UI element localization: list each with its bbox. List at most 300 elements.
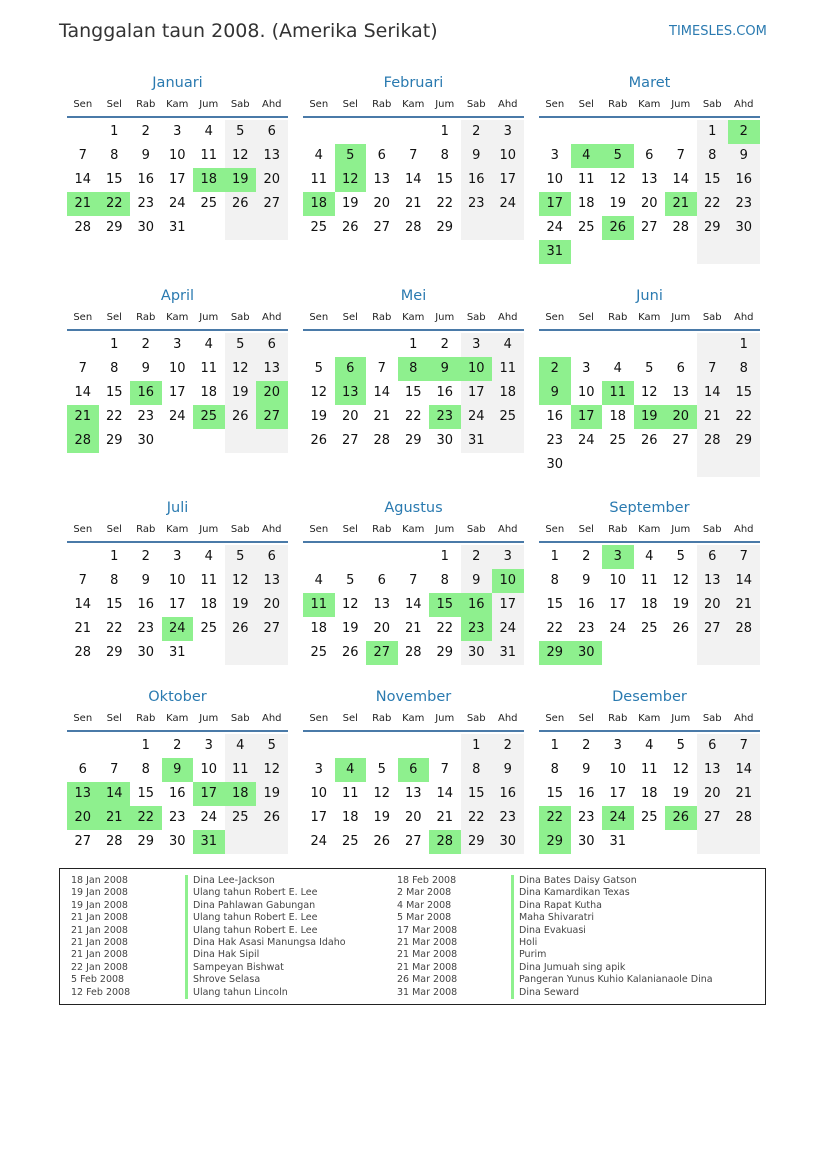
day-cell[interactable]: 25 — [341, 834, 359, 849]
day-cell[interactable]: 18 — [310, 621, 328, 636]
day-cell[interactable]: 30 — [168, 834, 186, 849]
day-cell[interactable]: 28 — [697, 429, 729, 453]
holiday-day-cell[interactable]: 13 — [67, 782, 99, 806]
day-cell[interactable]: 16 — [168, 786, 186, 801]
holiday-day-cell[interactable]: 16 — [130, 381, 162, 405]
day-cell[interactable]: 5 — [314, 361, 323, 376]
day-cell[interactable]: 22 — [436, 621, 454, 636]
holiday-day-cell[interactable]: 10 — [492, 569, 524, 593]
holiday-day-cell[interactable]: 8 — [398, 357, 430, 381]
day-cell[interactable]: 28 — [728, 806, 760, 830]
day-cell[interactable]: 29 — [697, 216, 729, 240]
day-cell[interactable]: 24 — [609, 621, 627, 636]
day-cell[interactable]: 28 — [74, 645, 92, 660]
day-cell[interactable]: 31 — [461, 429, 493, 453]
day-cell[interactable]: 3 — [492, 120, 524, 144]
day-cell[interactable]: 20 — [697, 782, 729, 806]
holiday-day-cell[interactable]: 2 — [539, 357, 571, 381]
day-cell[interactable]: 15 — [546, 597, 564, 612]
day-cell[interactable]: 8 — [550, 762, 559, 777]
day-cell[interactable]: 24 — [546, 220, 564, 235]
holiday-day-cell[interactable]: 5 — [335, 144, 367, 168]
day-cell[interactable]: 27 — [640, 220, 658, 235]
day-cell[interactable]: 1 — [440, 124, 449, 139]
day-cell[interactable]: 10 — [492, 144, 524, 168]
day-cell[interactable]: 25 — [640, 810, 658, 825]
day-cell[interactable]: 10 — [609, 573, 627, 588]
day-cell[interactable]: 4 — [204, 124, 213, 139]
day-cell[interactable]: 23 — [168, 810, 186, 825]
day-cell[interactable]: 20 — [697, 593, 729, 617]
day-cell[interactable]: 12 — [640, 385, 658, 400]
day-cell[interactable]: 7 — [676, 148, 685, 163]
day-cell[interactable]: 3 — [173, 124, 182, 139]
day-cell[interactable]: 23 — [577, 621, 595, 636]
day-cell[interactable]: 25 — [200, 621, 218, 636]
day-cell[interactable]: 13 — [373, 172, 391, 187]
day-cell[interactable]: 20 — [256, 168, 288, 192]
day-cell[interactable]: 12 — [225, 357, 257, 381]
holiday-day-cell[interactable]: 22 — [99, 192, 131, 216]
day-cell[interactable]: 27 — [256, 617, 288, 641]
holiday-day-cell[interactable]: 30 — [571, 641, 603, 665]
day-cell[interactable]: 29 — [461, 830, 493, 854]
day-cell[interactable]: 23 — [492, 806, 524, 830]
day-cell[interactable]: 9 — [141, 573, 150, 588]
day-cell[interactable]: 3 — [582, 361, 591, 376]
day-cell[interactable]: 8 — [461, 758, 493, 782]
day-cell[interactable]: 13 — [404, 786, 422, 801]
day-cell[interactable]: 5 — [676, 738, 685, 753]
day-cell[interactable]: 14 — [728, 569, 760, 593]
day-cell[interactable]: 3 — [314, 762, 323, 777]
day-cell[interactable]: 11 — [341, 786, 359, 801]
day-cell[interactable]: 8 — [110, 361, 119, 376]
day-cell[interactable]: 28 — [373, 433, 391, 448]
day-cell[interactable]: 22 — [105, 621, 123, 636]
day-cell[interactable]: 3 — [461, 333, 493, 357]
day-cell[interactable]: 5 — [225, 120, 257, 144]
day-cell[interactable]: 5 — [676, 549, 685, 564]
day-cell[interactable]: 17 — [492, 168, 524, 192]
holiday-day-cell[interactable]: 15 — [429, 593, 461, 617]
day-cell[interactable]: 26 — [225, 192, 257, 216]
day-cell[interactable]: 13 — [640, 172, 658, 187]
day-cell[interactable]: 2 — [582, 549, 591, 564]
day-cell[interactable]: 28 — [728, 617, 760, 641]
day-cell[interactable]: 29 — [728, 429, 760, 453]
day-cell[interactable]: 30 — [436, 433, 454, 448]
day-cell[interactable]: 2 — [141, 549, 150, 564]
holiday-day-cell[interactable]: 23 — [461, 617, 493, 641]
day-cell[interactable]: 27 — [256, 192, 288, 216]
day-cell[interactable]: 22 — [404, 409, 422, 424]
day-cell[interactable]: 19 — [609, 196, 627, 211]
holiday-day-cell[interactable]: 16 — [461, 593, 493, 617]
day-cell[interactable]: 14 — [404, 597, 422, 612]
day-cell[interactable]: 21 — [728, 782, 760, 806]
day-cell[interactable]: 5 — [645, 361, 654, 376]
holiday-day-cell[interactable]: 19 — [634, 405, 666, 429]
day-cell[interactable]: 19 — [373, 810, 391, 825]
day-cell[interactable]: 5 — [377, 762, 386, 777]
day-cell[interactable]: 19 — [225, 381, 257, 405]
day-cell[interactable]: 15 — [546, 786, 564, 801]
day-cell[interactable]: 27 — [697, 806, 729, 830]
day-cell[interactable]: 29 — [105, 645, 123, 660]
day-cell[interactable]: 30 — [577, 834, 595, 849]
day-cell[interactable]: 21 — [404, 196, 422, 211]
day-cell[interactable]: 22 — [461, 806, 493, 830]
day-cell[interactable]: 23 — [137, 621, 155, 636]
holiday-day-cell[interactable]: 13 — [335, 381, 367, 405]
day-cell[interactable]: 4 — [225, 734, 257, 758]
holiday-day-cell[interactable]: 5 — [602, 144, 634, 168]
day-cell[interactable]: 13 — [697, 569, 729, 593]
day-cell[interactable]: 6 — [697, 734, 729, 758]
day-cell[interactable]: 10 — [577, 385, 595, 400]
day-cell[interactable]: 19 — [341, 621, 359, 636]
day-cell[interactable]: 22 — [105, 409, 123, 424]
day-cell[interactable]: 16 — [492, 782, 524, 806]
day-cell[interactable]: 8 — [141, 762, 150, 777]
day-cell[interactable]: 25 — [310, 220, 328, 235]
day-cell[interactable]: 20 — [404, 810, 422, 825]
day-cell[interactable]: 11 — [492, 357, 524, 381]
day-cell[interactable]: 25 — [609, 433, 627, 448]
holiday-day-cell[interactable]: 18 — [225, 782, 257, 806]
day-cell[interactable]: 7 — [78, 148, 87, 163]
holiday-day-cell[interactable]: 24 — [162, 617, 194, 641]
day-cell[interactable]: 12 — [672, 762, 690, 777]
day-cell[interactable]: 17 — [492, 593, 524, 617]
day-cell[interactable]: 20 — [256, 593, 288, 617]
day-cell[interactable]: 9 — [461, 569, 493, 593]
day-cell[interactable]: 13 — [697, 758, 729, 782]
day-cell[interactable]: 21 — [436, 810, 454, 825]
day-cell[interactable]: 11 — [640, 573, 658, 588]
day-cell[interactable]: 31 — [492, 641, 524, 665]
day-cell[interactable]: 4 — [314, 148, 323, 163]
holiday-day-cell[interactable]: 9 — [539, 381, 571, 405]
day-cell[interactable]: 12 — [609, 172, 627, 187]
day-cell[interactable]: 21 — [404, 621, 422, 636]
day-cell[interactable]: 12 — [341, 597, 359, 612]
day-cell[interactable]: 30 — [461, 641, 493, 665]
day-cell[interactable]: 17 — [609, 597, 627, 612]
day-cell[interactable]: 6 — [697, 545, 729, 569]
day-cell[interactable]: 4 — [314, 573, 323, 588]
holiday-day-cell[interactable]: 26 — [602, 216, 634, 240]
day-cell[interactable]: 19 — [310, 409, 328, 424]
day-cell[interactable]: 4 — [645, 738, 654, 753]
day-cell[interactable]: 14 — [728, 758, 760, 782]
day-cell[interactable]: 2 — [492, 734, 524, 758]
holiday-day-cell[interactable]: 20 — [67, 806, 99, 830]
holiday-day-cell[interactable]: 12 — [335, 168, 367, 192]
day-cell[interactable]: 4 — [492, 333, 524, 357]
holiday-day-cell[interactable]: 17 — [539, 192, 571, 216]
day-cell[interactable]: 2 — [461, 545, 493, 569]
holiday-day-cell[interactable]: 20 — [665, 405, 697, 429]
day-cell[interactable]: 2 — [173, 738, 182, 753]
holiday-day-cell[interactable]: 29 — [539, 641, 571, 665]
day-cell[interactable]: 26 — [672, 621, 690, 636]
day-cell[interactable]: 2 — [440, 337, 449, 352]
day-cell[interactable]: 30 — [546, 457, 564, 472]
day-cell[interactable]: 20 — [640, 196, 658, 211]
day-cell[interactable]: 7 — [409, 148, 418, 163]
day-cell[interactable]: 27 — [672, 433, 690, 448]
day-cell[interactable]: 24 — [200, 810, 218, 825]
holiday-day-cell[interactable]: 2 — [728, 120, 760, 144]
day-cell[interactable]: 15 — [105, 597, 123, 612]
day-cell[interactable]: 24 — [310, 834, 328, 849]
day-cell[interactable]: 9 — [461, 144, 493, 168]
day-cell[interactable]: 16 — [728, 168, 760, 192]
day-cell[interactable]: 28 — [672, 220, 690, 235]
holiday-day-cell[interactable]: 24 — [602, 806, 634, 830]
day-cell[interactable]: 15 — [404, 385, 422, 400]
day-cell[interactable]: 12 — [225, 569, 257, 593]
day-cell[interactable]: 26 — [225, 405, 257, 429]
day-cell[interactable]: 6 — [645, 148, 654, 163]
day-cell[interactable]: 27 — [404, 834, 422, 849]
day-cell[interactable]: 8 — [440, 148, 449, 163]
day-cell[interactable]: 27 — [697, 617, 729, 641]
holiday-day-cell[interactable]: 31 — [193, 830, 225, 854]
day-cell[interactable]: 10 — [168, 148, 186, 163]
day-cell[interactable]: 20 — [373, 196, 391, 211]
day-cell[interactable]: 24 — [492, 192, 524, 216]
holiday-day-cell[interactable]: 4 — [335, 758, 367, 782]
day-cell[interactable]: 2 — [582, 738, 591, 753]
day-cell[interactable]: 30 — [137, 645, 155, 660]
day-cell[interactable]: 31 — [168, 220, 186, 235]
day-cell[interactable]: 18 — [492, 381, 524, 405]
day-cell[interactable]: 23 — [137, 409, 155, 424]
day-cell[interactable]: 1 — [141, 738, 150, 753]
day-cell[interactable]: 15 — [728, 381, 760, 405]
day-cell[interactable]: 13 — [256, 569, 288, 593]
day-cell[interactable]: 13 — [373, 597, 391, 612]
day-cell[interactable]: 16 — [436, 385, 454, 400]
day-cell[interactable]: 14 — [404, 172, 422, 187]
day-cell[interactable]: 24 — [492, 617, 524, 641]
day-cell[interactable]: 30 — [492, 830, 524, 854]
day-cell[interactable]: 25 — [492, 405, 524, 429]
day-cell[interactable]: 14 — [74, 597, 92, 612]
day-cell[interactable]: 7 — [409, 573, 418, 588]
day-cell[interactable]: 29 — [105, 433, 123, 448]
day-cell[interactable]: 25 — [225, 806, 257, 830]
day-cell[interactable]: 8 — [697, 144, 729, 168]
day-cell[interactable]: 10 — [546, 172, 564, 187]
holiday-day-cell[interactable]: 22 — [539, 806, 571, 830]
holiday-day-cell[interactable]: 6 — [335, 357, 367, 381]
day-cell[interactable]: 16 — [137, 597, 155, 612]
day-cell[interactable]: 16 — [137, 172, 155, 187]
holiday-day-cell[interactable]: 27 — [366, 641, 398, 665]
day-cell[interactable]: 11 — [310, 172, 328, 187]
day-cell[interactable]: 7 — [697, 357, 729, 381]
day-cell[interactable]: 9 — [582, 573, 591, 588]
holiday-day-cell[interactable]: 26 — [665, 806, 697, 830]
day-cell[interactable]: 8 — [110, 573, 119, 588]
day-cell[interactable]: 24 — [168, 409, 186, 424]
day-cell[interactable]: 23 — [577, 810, 595, 825]
day-cell[interactable]: 18 — [341, 810, 359, 825]
day-cell[interactable]: 7 — [728, 734, 760, 758]
day-cell[interactable]: 29 — [105, 220, 123, 235]
day-cell[interactable]: 24 — [461, 405, 493, 429]
day-cell[interactable]: 23 — [461, 192, 493, 216]
holiday-day-cell[interactable]: 18 — [193, 168, 225, 192]
day-cell[interactable]: 4 — [613, 361, 622, 376]
day-cell[interactable]: 3 — [204, 738, 213, 753]
day-cell[interactable]: 7 — [440, 762, 449, 777]
day-cell[interactable]: 29 — [436, 645, 454, 660]
day-cell[interactable]: 26 — [310, 433, 328, 448]
day-cell[interactable]: 11 — [577, 172, 595, 187]
day-cell[interactable]: 13 — [256, 144, 288, 168]
day-cell[interactable]: 14 — [74, 385, 92, 400]
holiday-day-cell[interactable]: 27 — [256, 405, 288, 429]
day-cell[interactable]: 19 — [225, 593, 257, 617]
day-cell[interactable]: 15 — [105, 172, 123, 187]
day-cell[interactable]: 19 — [341, 196, 359, 211]
day-cell[interactable]: 6 — [256, 120, 288, 144]
day-cell[interactable]: 18 — [640, 786, 658, 801]
day-cell[interactable]: 8 — [110, 148, 119, 163]
day-cell[interactable]: 19 — [672, 786, 690, 801]
day-cell[interactable]: 1 — [110, 549, 119, 564]
holiday-day-cell[interactable]: 9 — [162, 758, 194, 782]
day-cell[interactable]: 6 — [256, 333, 288, 357]
holiday-day-cell[interactable]: 6 — [398, 758, 430, 782]
day-cell[interactable]: 16 — [546, 409, 564, 424]
day-cell[interactable]: 25 — [577, 220, 595, 235]
day-cell[interactable]: 9 — [141, 148, 150, 163]
day-cell[interactable]: 8 — [440, 573, 449, 588]
day-cell[interactable]: 4 — [204, 549, 213, 564]
day-cell[interactable]: 7 — [728, 545, 760, 569]
day-cell[interactable]: 8 — [550, 573, 559, 588]
day-cell[interactable]: 7 — [110, 762, 119, 777]
day-cell[interactable]: 15 — [697, 168, 729, 192]
holiday-day-cell[interactable]: 17 — [571, 405, 603, 429]
day-cell[interactable]: 2 — [141, 124, 150, 139]
day-cell[interactable]: 26 — [640, 433, 658, 448]
day-cell[interactable]: 1 — [440, 549, 449, 564]
holiday-day-cell[interactable]: 21 — [665, 192, 697, 216]
day-cell[interactable]: 19 — [256, 782, 288, 806]
day-cell[interactable]: 17 — [461, 381, 493, 405]
day-cell[interactable]: 29 — [404, 433, 422, 448]
day-cell[interactable]: 5 — [225, 333, 257, 357]
day-cell[interactable]: 16 — [577, 597, 595, 612]
holiday-day-cell[interactable]: 25 — [193, 405, 225, 429]
day-cell[interactable]: 28 — [105, 834, 123, 849]
day-cell[interactable]: 10 — [200, 762, 218, 777]
holiday-day-cell[interactable]: 11 — [602, 381, 634, 405]
holiday-day-cell[interactable]: 21 — [99, 806, 131, 830]
day-cell[interactable]: 30 — [728, 216, 760, 240]
day-cell[interactable]: 9 — [582, 762, 591, 777]
day-cell[interactable]: 17 — [310, 810, 328, 825]
day-cell[interactable]: 29 — [137, 834, 155, 849]
day-cell[interactable]: 29 — [436, 220, 454, 235]
holiday-day-cell[interactable]: 18 — [303, 192, 335, 216]
day-cell[interactable]: 1 — [550, 738, 559, 753]
day-cell[interactable]: 10 — [168, 361, 186, 376]
day-cell[interactable]: 18 — [609, 409, 627, 424]
holiday-day-cell[interactable]: 19 — [225, 168, 257, 192]
day-cell[interactable]: 26 — [341, 645, 359, 660]
day-cell[interactable]: 3 — [550, 148, 559, 163]
day-cell[interactable]: 9 — [141, 361, 150, 376]
day-cell[interactable]: 7 — [78, 361, 87, 376]
day-cell[interactable]: 1 — [409, 337, 418, 352]
day-cell[interactable]: 23 — [728, 192, 760, 216]
day-cell[interactable]: 15 — [461, 782, 493, 806]
day-cell[interactable]: 12 — [373, 786, 391, 801]
day-cell[interactable]: 15 — [105, 385, 123, 400]
day-cell[interactable]: 6 — [377, 148, 386, 163]
day-cell[interactable]: 23 — [137, 196, 155, 211]
holiday-day-cell[interactable]: 23 — [429, 405, 461, 429]
day-cell[interactable]: 18 — [200, 597, 218, 612]
holiday-day-cell[interactable]: 20 — [256, 381, 288, 405]
day-cell[interactable]: 15 — [436, 172, 454, 187]
day-cell[interactable]: 30 — [137, 220, 155, 235]
day-cell[interactable]: 1 — [550, 549, 559, 564]
day-cell[interactable]: 3 — [613, 738, 622, 753]
day-cell[interactable]: 2 — [141, 337, 150, 352]
brand-link[interactable]: TIMESLES.COM — [669, 24, 767, 39]
day-cell[interactable]: 7 — [377, 361, 386, 376]
day-cell[interactable]: 18 — [577, 196, 595, 211]
day-cell[interactable]: 6 — [676, 361, 685, 376]
day-cell[interactable]: 27 — [341, 433, 359, 448]
holiday-day-cell[interactable]: 14 — [99, 782, 131, 806]
day-cell[interactable]: 31 — [168, 645, 186, 660]
day-cell[interactable]: 13 — [672, 385, 690, 400]
day-cell[interactable]: 6 — [377, 573, 386, 588]
holiday-day-cell[interactable]: 28 — [429, 830, 461, 854]
day-cell[interactable]: 26 — [341, 220, 359, 235]
day-cell[interactable]: 16 — [577, 786, 595, 801]
holiday-day-cell[interactable]: 29 — [539, 830, 571, 854]
day-cell[interactable]: 16 — [461, 168, 493, 192]
day-cell[interactable]: 12 — [310, 385, 328, 400]
day-cell[interactable]: 6 — [78, 762, 87, 777]
day-cell[interactable]: 28 — [74, 220, 92, 235]
day-cell[interactable]: 6 — [256, 545, 288, 569]
day-cell[interactable]: 14 — [436, 786, 454, 801]
day-cell[interactable]: 5 — [225, 545, 257, 569]
holiday-day-cell[interactable]: 21 — [67, 192, 99, 216]
day-cell[interactable]: 28 — [404, 220, 422, 235]
day-cell[interactable]: 17 — [168, 385, 186, 400]
day-cell[interactable]: 14 — [672, 172, 690, 187]
day-cell[interactable]: 7 — [78, 573, 87, 588]
day-cell[interactable]: 11 — [200, 573, 218, 588]
day-cell[interactable]: 31 — [609, 834, 627, 849]
day-cell[interactable]: 10 — [168, 573, 186, 588]
holiday-day-cell[interactable]: 17 — [193, 782, 225, 806]
holiday-day-cell[interactable]: 22 — [130, 806, 162, 830]
